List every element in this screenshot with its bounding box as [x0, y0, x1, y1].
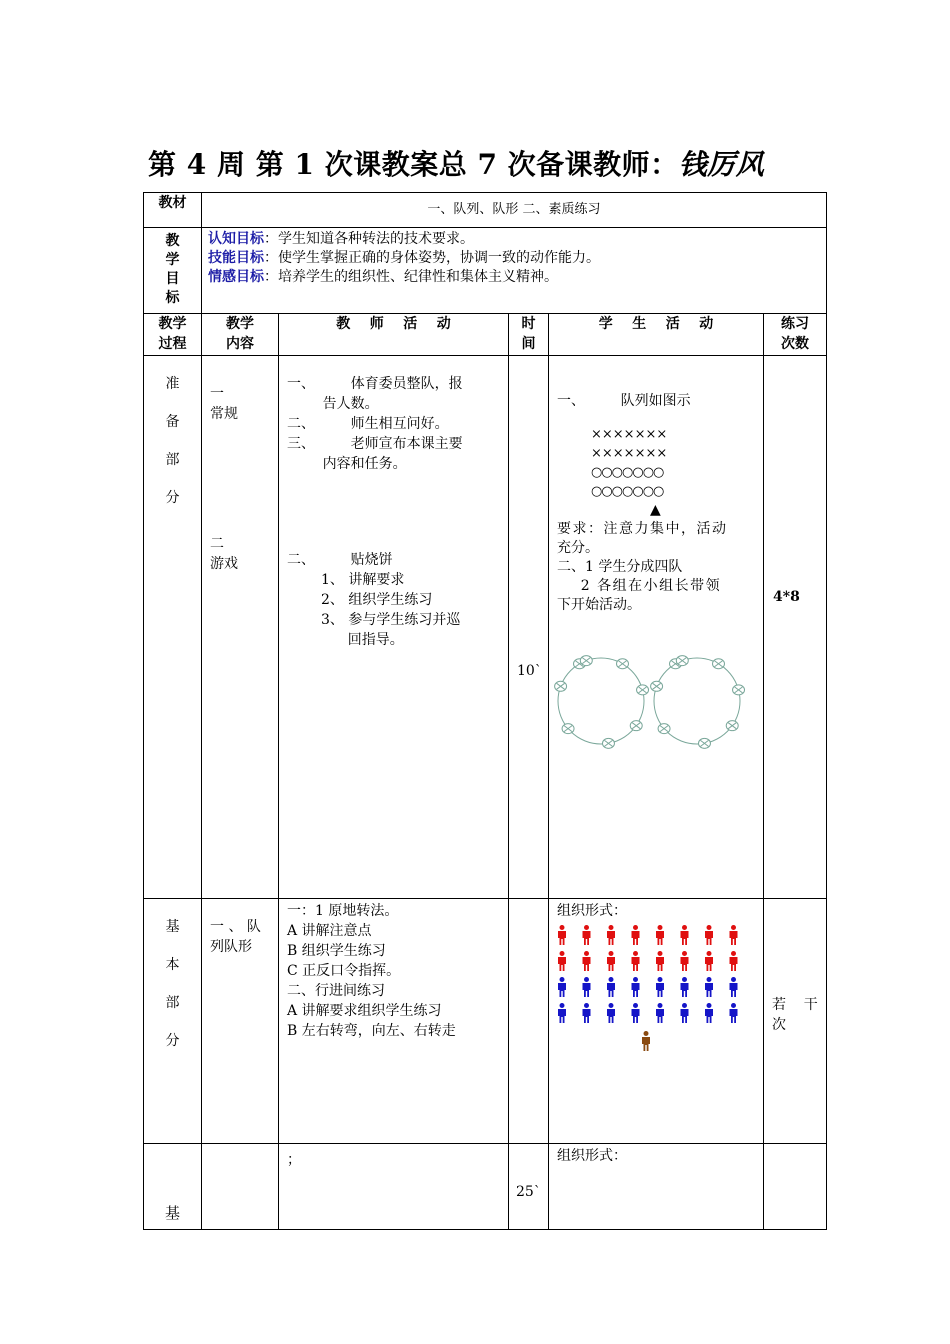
basic-row	[144, 899, 827, 1144]
basic-teacher-activity	[279, 899, 509, 1144]
title-main: 第 4 周 第 1 次课教案总 7 次备课教师：	[148, 148, 679, 181]
objectives-row	[144, 228, 827, 314]
formation-row: ○○○○○○○	[591, 465, 664, 480]
prep-content-item: 一	[210, 386, 224, 402]
red-student-figure	[656, 925, 664, 945]
prep-content	[202, 356, 279, 899]
player-marker	[637, 685, 649, 695]
objective-sep: ：	[264, 269, 278, 285]
objectives-label-char: 学	[165, 252, 180, 268]
blue-student-figure	[607, 977, 615, 997]
prep-section-label	[144, 356, 202, 899]
header-teacher: 教 师 活 动	[279, 314, 509, 356]
player-marker	[555, 681, 567, 691]
blue-student-figure	[656, 977, 664, 997]
materials-label: 教材	[144, 193, 202, 228]
lesson-plan-table	[143, 192, 827, 1230]
teacher-line: 3、 参与学生练习并巡	[321, 612, 461, 628]
prep-content-item: 常规	[210, 406, 238, 422]
basic2-section-label: 基	[144, 1144, 202, 1230]
materials-row	[144, 193, 827, 228]
teacher-line: 二、 师生相互问好。	[287, 416, 449, 432]
red-student-figure	[632, 925, 640, 945]
objectives-label-char: 标	[165, 290, 180, 306]
blue-student-figure	[632, 977, 640, 997]
page-title	[148, 143, 848, 183]
header-reps: 练习 次数	[764, 314, 827, 356]
objective-affective	[208, 268, 820, 287]
basic-time	[509, 899, 549, 1144]
basic2-content	[202, 1144, 279, 1230]
teacher-line: 一：1 原地转法。	[287, 903, 399, 919]
teacher-line: 内容和任务。	[287, 456, 407, 472]
formation-row: ×××××××	[591, 427, 668, 442]
blue-student-figure	[705, 977, 713, 997]
blue-student-figure	[730, 977, 738, 997]
blue-student-figure	[583, 1003, 591, 1023]
objective-text: 使学生掌握正确的身体姿势，协调一致的动作能力。	[278, 250, 600, 266]
teacher-signature: 钱厉风	[678, 148, 765, 181]
basic-section-label	[144, 899, 202, 1144]
basic2-time: 25`	[509, 1144, 549, 1230]
red-student-figure	[705, 925, 713, 945]
blue-student-figure	[607, 1003, 615, 1023]
red-student-figure	[730, 951, 738, 971]
blue-student-figure	[681, 1003, 689, 1023]
player-marker	[733, 685, 745, 695]
teacher-line: 1、 讲解要求	[321, 572, 405, 588]
materials-content: 一、队列、队形 二、素质练习	[202, 193, 827, 228]
header-student: 学 生 活 动	[549, 314, 764, 356]
red-student-figure	[705, 951, 713, 971]
teacher-line: 回指导。	[321, 632, 404, 648]
blue-student-figure	[558, 1003, 566, 1023]
player-marker	[580, 656, 592, 666]
people-formation-diagram	[557, 921, 757, 1051]
student-line: 要求：注意力集中，活动	[557, 521, 728, 537]
red-student-figure	[607, 925, 615, 945]
objective-text: 学生知道各种转法的技术要求。	[278, 231, 474, 247]
objective-key: 认知目标	[208, 231, 264, 247]
teacher-line: 告人数。	[287, 396, 379, 412]
student-line: 充分。	[557, 540, 599, 556]
objectives-label-char: 教	[165, 233, 180, 249]
section-char: 部	[165, 452, 180, 468]
header-content: 教学 内容	[202, 314, 279, 356]
basic2-row	[144, 1144, 827, 1230]
blue-student-figure	[705, 1003, 713, 1023]
section-char: 本	[165, 957, 180, 973]
objective-sep: ：	[264, 250, 278, 266]
teacher-line: B 组织学生练习	[287, 943, 386, 959]
reps-line: 若 干	[772, 997, 818, 1013]
prep-row	[144, 356, 827, 899]
red-student-figure	[558, 951, 566, 971]
formation-row: ×××××××	[591, 446, 668, 461]
player-marker	[698, 738, 710, 748]
basic-reps	[764, 899, 827, 1144]
player-marker	[562, 724, 574, 734]
blue-student-figure	[632, 1003, 640, 1023]
red-student-figure	[583, 951, 591, 971]
blue-student-figure	[730, 1003, 738, 1023]
prep-content-item: 游戏	[210, 556, 238, 572]
blue-student-figure	[583, 977, 591, 997]
section-char: 基	[165, 919, 180, 935]
formation-row: ○○○○○○○	[591, 484, 664, 499]
red-student-figure	[558, 925, 566, 945]
teacher-marker: ▲	[650, 502, 661, 518]
player-marker	[602, 738, 614, 748]
red-student-figure	[656, 951, 664, 971]
blue-student-figure	[681, 977, 689, 997]
prep-reps: 4*8	[764, 356, 827, 899]
section-char: 准	[165, 376, 180, 392]
teacher-line: 一、 体育委员整队，报	[287, 376, 463, 392]
objective-cognitive	[208, 230, 820, 249]
basic2-student-activity: 组织形式：	[549, 1144, 764, 1230]
column-header-row	[144, 314, 827, 356]
player-marker	[726, 721, 738, 731]
prep-time: 10`	[509, 356, 549, 899]
objectives-label-char: 目	[165, 271, 180, 287]
header-time: 时 间	[509, 314, 549, 356]
red-student-figure	[583, 925, 591, 945]
teacher-line: 二、 贴烧饼	[287, 552, 393, 568]
section-char: 分	[165, 1033, 180, 1049]
red-student-figure	[632, 951, 640, 971]
red-student-figure	[730, 925, 738, 945]
red-student-figure	[607, 951, 615, 971]
circle-group-right	[651, 656, 745, 749]
basic-content-line: 列队形	[210, 939, 252, 955]
game-circles-diagram	[551, 651, 751, 751]
objective-key: 情感目标	[208, 269, 264, 285]
red-student-figure	[681, 951, 689, 971]
basic-student-activity	[549, 899, 764, 1144]
teacher-line: 二、行进间练习	[287, 983, 385, 999]
player-marker	[658, 724, 670, 734]
student-line: 一、 队列如图示	[557, 393, 691, 409]
player-marker	[617, 659, 629, 669]
header-process: 教学 过程	[144, 314, 202, 356]
player-marker	[713, 659, 725, 669]
section-char: 备	[165, 414, 180, 430]
blue-student-figure	[558, 977, 566, 997]
teacher-line: B 左右转弯，向左、右转走	[287, 1023, 456, 1039]
objective-text: 培养学生的组织性、纪律性和集体主义精神。	[278, 269, 558, 285]
circle-group-left	[555, 656, 649, 749]
basic-content	[202, 899, 279, 1144]
basic-content-line: 一 、 队	[210, 919, 261, 935]
prep-teacher-activity	[279, 356, 509, 899]
objectives-label	[144, 228, 202, 314]
student-line: 二、1 学生分成四队	[557, 559, 683, 575]
blue-student-figure	[656, 1003, 664, 1023]
teacher-figure	[642, 1031, 650, 1051]
player-marker	[676, 656, 688, 666]
basic2-teacher-activity: ；	[279, 1144, 509, 1230]
teacher-line: A 讲解注意点	[287, 923, 372, 939]
teacher-line: 三、 老师宣布本课主要	[287, 436, 463, 452]
objective-key: 技能目标	[208, 250, 264, 266]
prep-content-item: 二	[210, 536, 224, 552]
reps-line: 次	[772, 1017, 786, 1033]
teacher-line: C 正反口令指挥。	[287, 963, 401, 979]
student-line: 2 各组在小组长带领	[557, 578, 722, 594]
player-marker	[630, 721, 642, 731]
section-char: 分	[165, 490, 180, 506]
section-char: 部	[165, 995, 180, 1011]
teacher-line: 2、 组织学生练习	[321, 592, 433, 608]
objective-skill	[208, 249, 820, 268]
prep-student-activity	[549, 356, 764, 899]
formation-label: 组织形式：	[557, 903, 627, 919]
objective-sep: ：	[264, 231, 278, 247]
objectives-content	[202, 228, 827, 314]
basic2-reps	[764, 1144, 827, 1230]
player-marker	[651, 681, 663, 691]
teacher-line: A 讲解要求组织学生练习	[287, 1003, 442, 1019]
student-line: 下开始活动。	[557, 597, 641, 613]
red-student-figure	[681, 925, 689, 945]
